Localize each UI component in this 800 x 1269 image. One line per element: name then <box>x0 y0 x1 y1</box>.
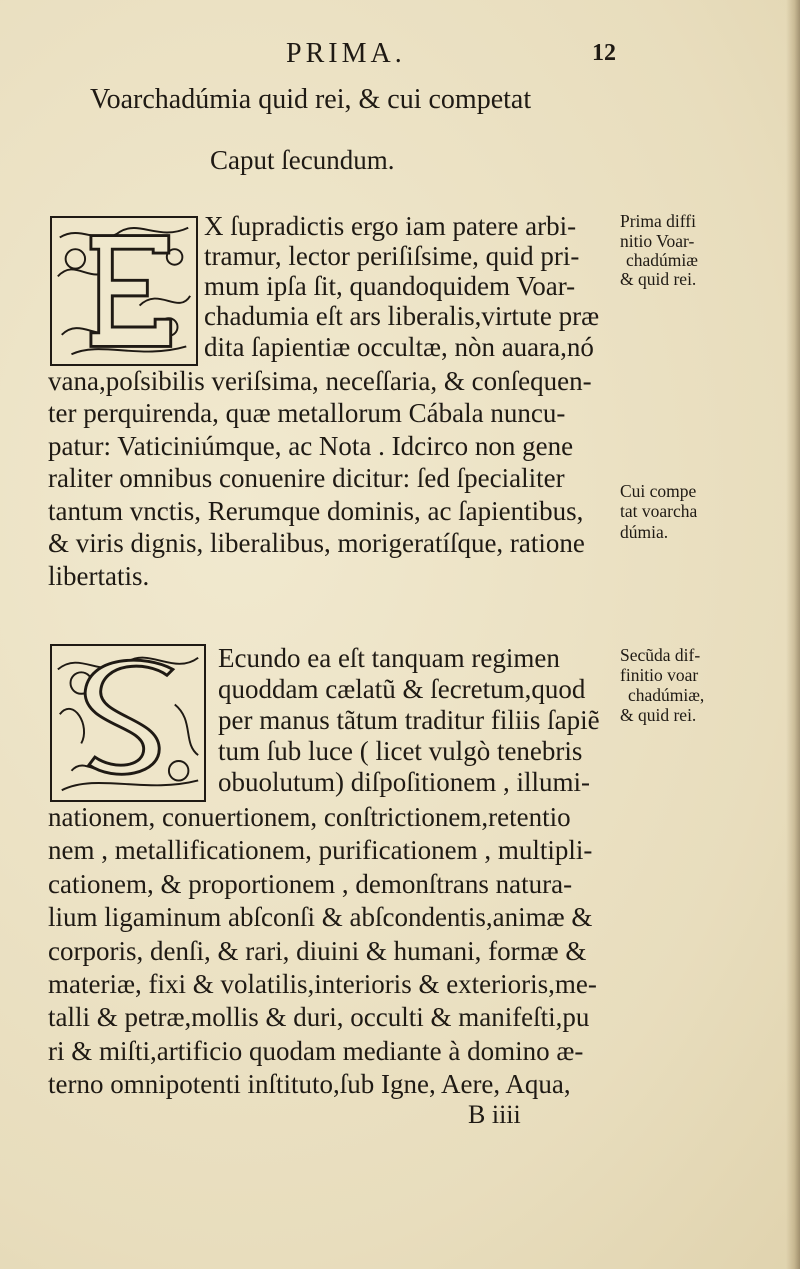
margin-note-line: & quid rei. <box>620 269 697 289</box>
text-line: vana,poſsibilis veriſsima, neceſſaria, & conſequen- <box>48 366 592 396</box>
initial-e-ornament-icon <box>52 218 196 364</box>
text-line: libertatis. <box>48 561 150 591</box>
text-line: mum ipſa ſit, quandoquidem Voar- <box>204 271 576 301</box>
text-line: tantum vnctis, Rerumque dominis, ac ſapientibus, <box>48 496 584 526</box>
text-line: materiæ, fixi & volatilis,interioris & exterioris,me- <box>48 969 597 999</box>
page-edge-shadow <box>786 0 800 1269</box>
text-line: raliter omnibus conuenire dicitur: ſed ſpecialiter <box>48 463 565 493</box>
text-line: ter perquirenda, quæ metallorum Cábala nuncu- <box>48 398 566 428</box>
text-line: cationem, & proportionem , demonſtrans natura- <box>48 869 573 899</box>
margin-note-line: tat voarcha <box>620 501 698 521</box>
text-line: ri & miſti,artificio quodam mediante à domino æ- <box>48 1036 584 1066</box>
margin-note-line: chadúmiæ, <box>628 685 705 705</box>
text-line: dita ſapientiæ occultæ, nòn auara,nó <box>204 332 594 362</box>
text-line: Ecundo ea eſt tanquam regimen <box>218 643 560 673</box>
decorated-initial-s <box>50 644 206 802</box>
margin-note-line: dúmia. <box>620 522 669 542</box>
text-line: & viris dignis, liberalibus, morigeratíſque, ratione <box>48 528 585 558</box>
text-line: corporis, denſi, & rari, diuini & humani, formæ & <box>48 936 587 966</box>
margin-note-line: Prima diffi <box>620 211 696 231</box>
text-line: tramur, lector periſiſsime, quid pri- <box>204 241 580 271</box>
text-line: terno omnipotenti inſtituto,ſub Igne, Aere, Aqua, <box>48 1069 571 1099</box>
text-line: quoddam cælatũ & ſecretum,quod <box>218 674 586 704</box>
text-line: nem , metallificationem, purificationem , multipli- <box>48 835 593 865</box>
text-line: tum ſub luce ( licet vulgò tenebris <box>218 736 583 766</box>
margin-note-line: Secũda dif- <box>620 645 701 665</box>
decorated-initial-e <box>50 216 198 366</box>
signature-mark: B iiii <box>468 1100 521 1129</box>
text-line: obuolutum) diſpoſitionem , illumi- <box>218 767 590 797</box>
text-line: chadumia eſt ars liberalis,virtute præ <box>204 301 600 331</box>
running-title: PRIMA. <box>286 38 406 69</box>
text-line: nationem, conuertionem, conſtrictionem,retentio <box>48 802 571 832</box>
margin-note-line: nitio Voar- <box>620 231 695 251</box>
margin-note-line: finitio voar <box>620 665 699 685</box>
margin-note-line: chadúmiæ <box>626 250 698 270</box>
chapter-heading: Voarchadúmia quid rei, & cui competat <box>90 84 532 115</box>
text-line: X ſupradictis ergo iam patere arbi- <box>204 211 577 241</box>
initial-s-ornament-icon <box>52 646 204 800</box>
text-line: per manus tãtum traditur filiis ſapiẽ <box>218 705 600 735</box>
text-line: patur: Vaticiniúmque, ac Nota . Idcirco non gene <box>48 431 574 461</box>
folio-number: 12 <box>592 40 616 66</box>
text-line: talli & petræ,mollis & duri, occulti & manifeſti,pu <box>48 1002 590 1032</box>
margin-note-line: Cui compe <box>620 481 697 501</box>
text-line: lium ligaminum abſconſi & abſcondentis,animæ & <box>48 902 593 932</box>
margin-note-line: & quid rei. <box>620 705 697 725</box>
chapter-subheading: Caput ſecundum. <box>210 145 395 175</box>
